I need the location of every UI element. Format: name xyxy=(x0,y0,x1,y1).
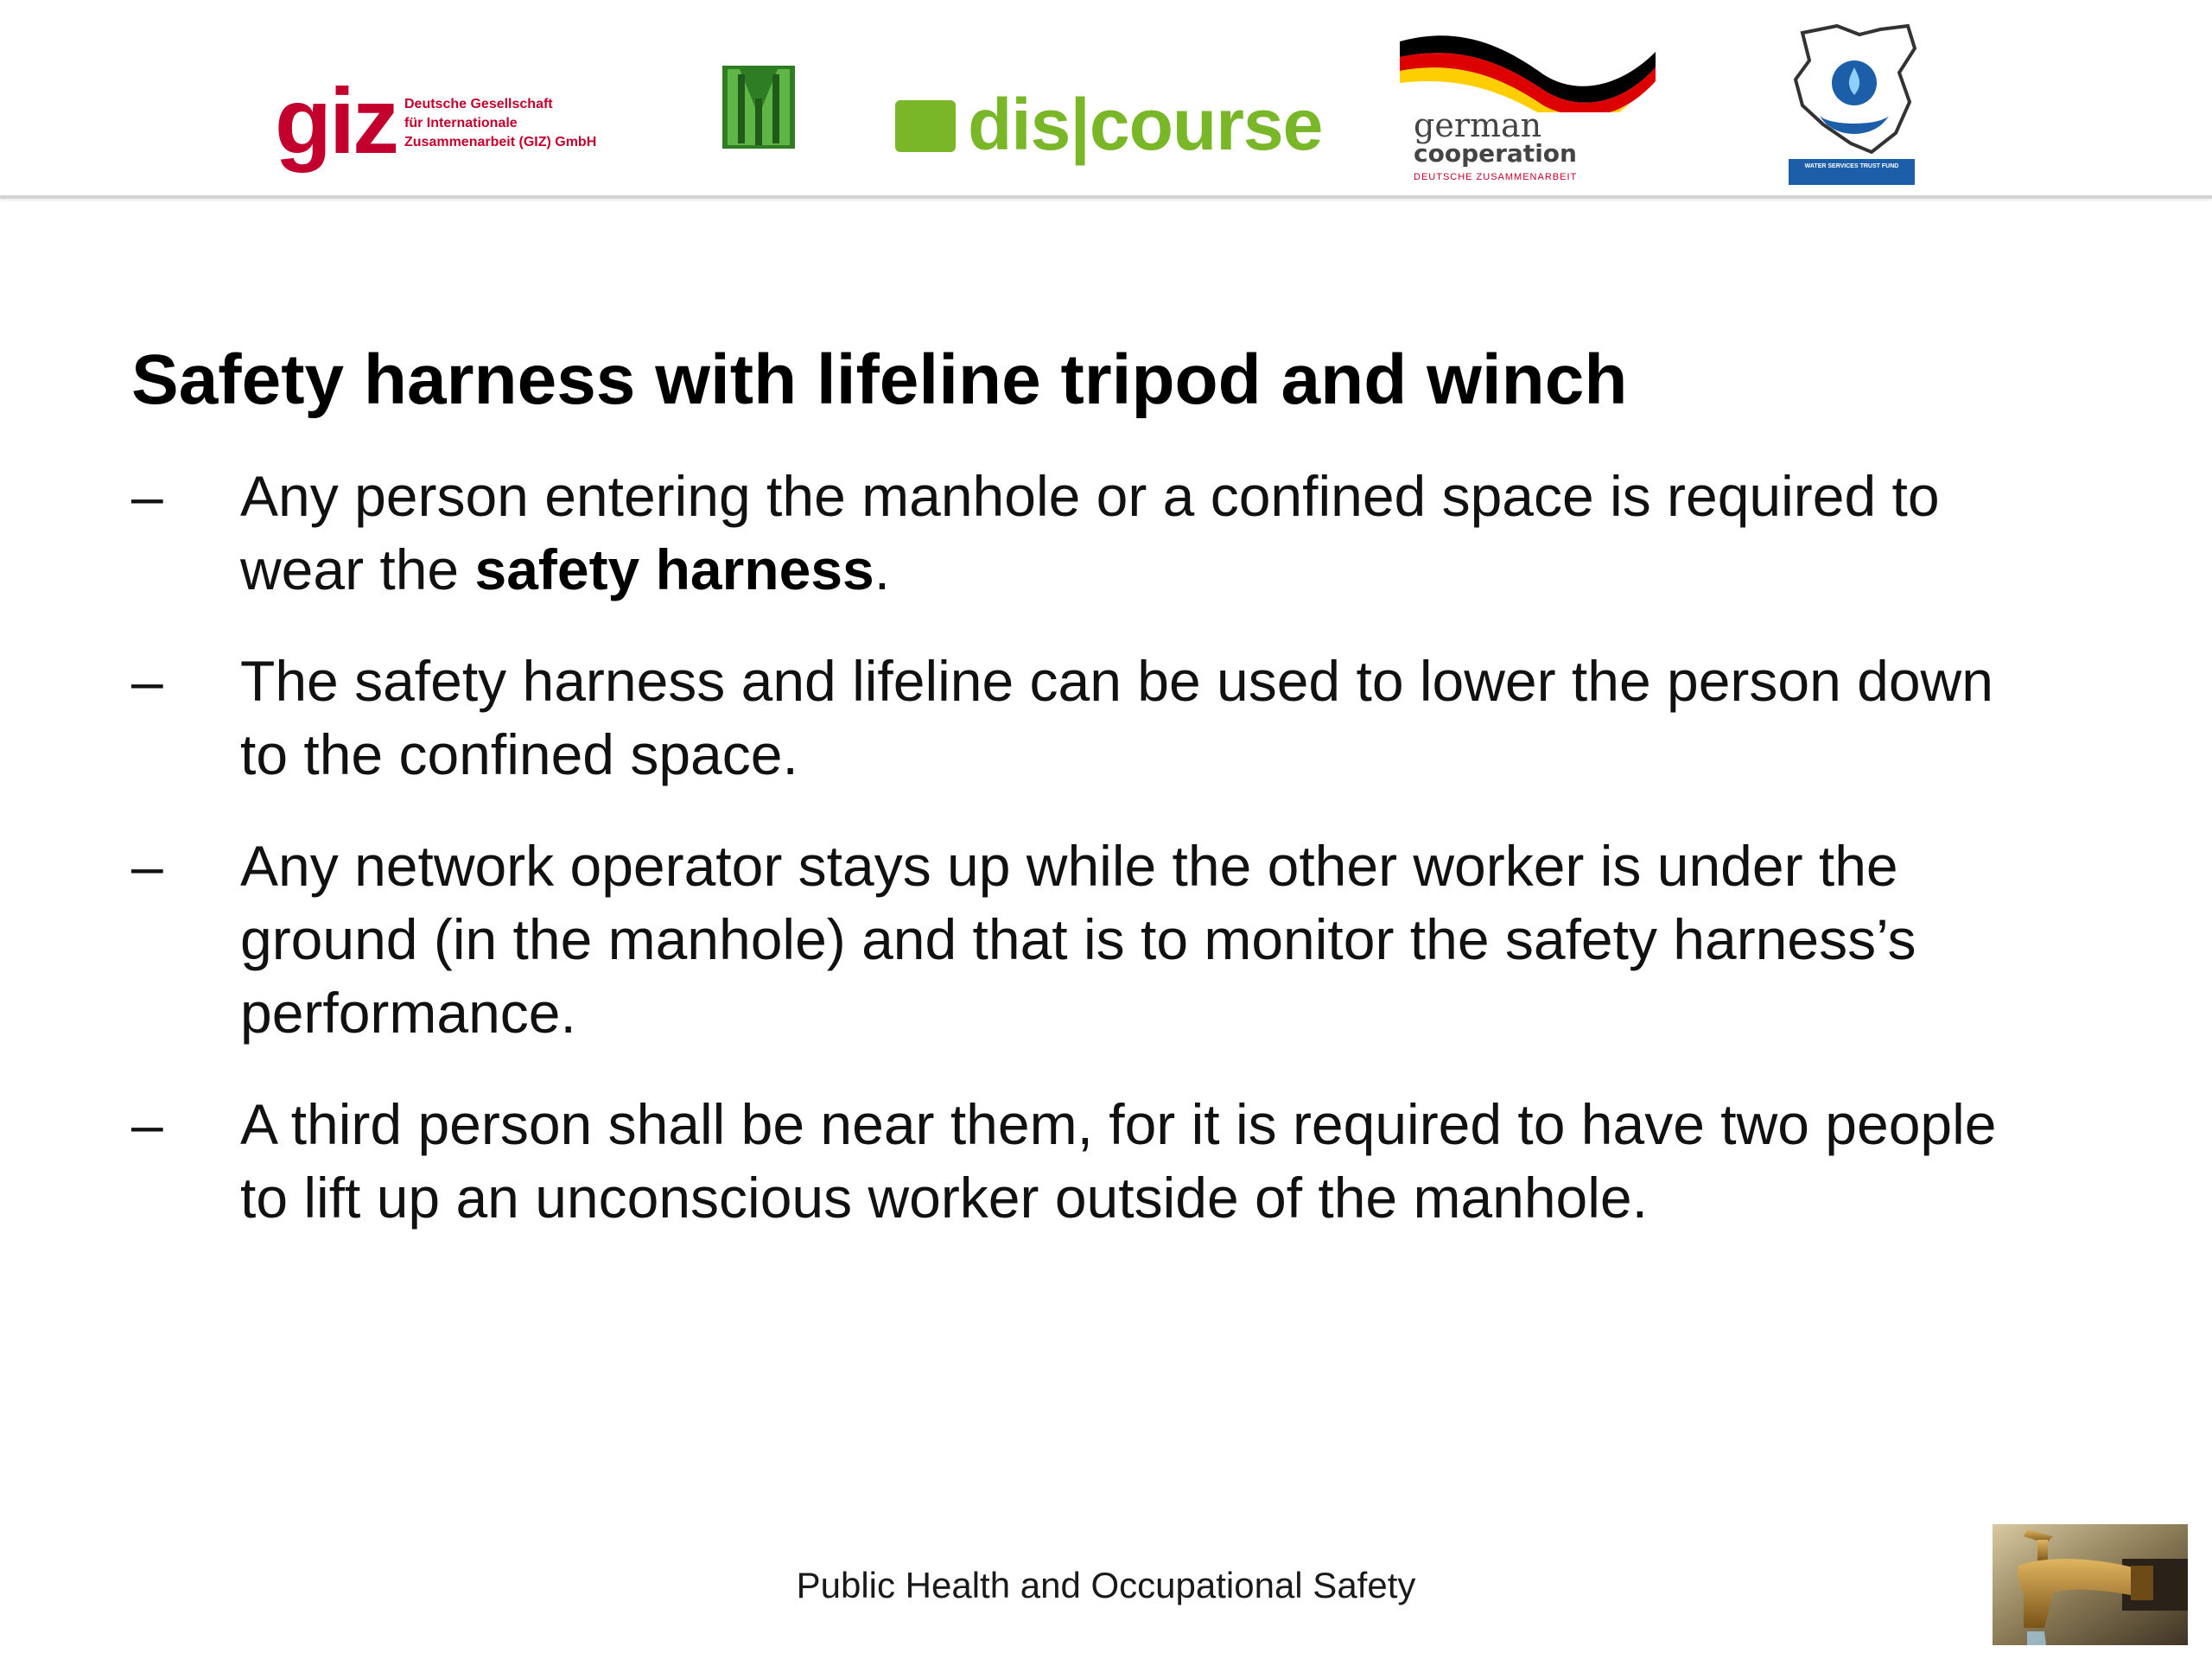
giz-subtitle-line: Deutsche Gesellschaft xyxy=(404,97,553,111)
bullet-item xyxy=(131,1088,1997,1235)
bullet-line xyxy=(240,718,1993,791)
bullet-dash: – xyxy=(131,1092,163,1156)
bullet-line xyxy=(240,460,1940,533)
bullet-item xyxy=(131,830,1916,1050)
bullet-line xyxy=(240,1088,1997,1161)
bullet-text: The safety harness and lifeline can be used to lower the person down xyxy=(240,649,1993,713)
bullet-line xyxy=(240,976,1916,1050)
giz-logo xyxy=(275,68,620,175)
bullet-text: A third person shall be near them, for it is required to have two people xyxy=(240,1092,1997,1156)
discourse-logo xyxy=(895,84,1323,165)
giz-wordmark: giz xyxy=(275,68,397,173)
bullet-text: to the confined space. xyxy=(240,722,798,786)
bullet-item xyxy=(131,645,1993,791)
giz-subtitle-line: Zusammenarbeit (GIZ) GmbH xyxy=(404,135,597,149)
slide-title: Safety harness with lifeline tripod and winch xyxy=(131,340,1628,419)
wstf-banner: WATER SERVICES TRUST FUND xyxy=(1789,159,1915,185)
bullet-line xyxy=(240,830,1916,903)
bullet-text: wear the xyxy=(240,537,475,601)
german-cooperation-logo xyxy=(1396,26,1673,190)
german-cooperation-word1: german xyxy=(1414,106,1542,144)
bullet-dash: – xyxy=(131,834,163,898)
bullet-line xyxy=(240,1161,1997,1235)
bullet-text: performance. xyxy=(240,981,576,1045)
bullet-dash: – xyxy=(131,649,163,713)
giz-subtitle-line: für Internationale xyxy=(404,116,518,130)
german-cooperation-word2: cooperation xyxy=(1414,139,1577,168)
library-books-icon xyxy=(722,64,795,150)
bullet-text: Any person entering the manhole or a confined space is required to xyxy=(240,464,1940,528)
bullet-text: to lift up an unconscious worker outside of the manhole. xyxy=(240,1166,1648,1230)
bullet-dash: – xyxy=(131,464,163,528)
water-tap-photo-icon xyxy=(1993,1524,2188,1645)
german-cooperation-word3: DEUTSCHE ZUSAMMENARBEIT xyxy=(1414,172,1578,182)
kenya-map-hands-icon xyxy=(1785,22,1923,192)
discourse-wordmark: dis|course xyxy=(968,84,1323,165)
bullet-emphasis: safety harness xyxy=(474,537,874,601)
discourse-square-icon xyxy=(895,100,956,152)
bullet-item xyxy=(131,460,1940,607)
bullet-line xyxy=(240,645,1993,718)
bullet-line xyxy=(240,903,1916,976)
bullet-line xyxy=(240,533,1940,607)
bullet-text: ground (in the manhole) and that is to monitor the safety harness’s xyxy=(240,907,1916,971)
logo-header xyxy=(0,0,2212,199)
german-flag-ribbon-icon xyxy=(1396,26,1673,112)
footer-text: Public Health and Occupational Safety xyxy=(796,1565,1416,1605)
bullet-text: . xyxy=(874,537,891,601)
bullet-text: Any network operator stays up while the other worker is under the xyxy=(240,834,1898,898)
giz-subtitle xyxy=(404,95,620,152)
